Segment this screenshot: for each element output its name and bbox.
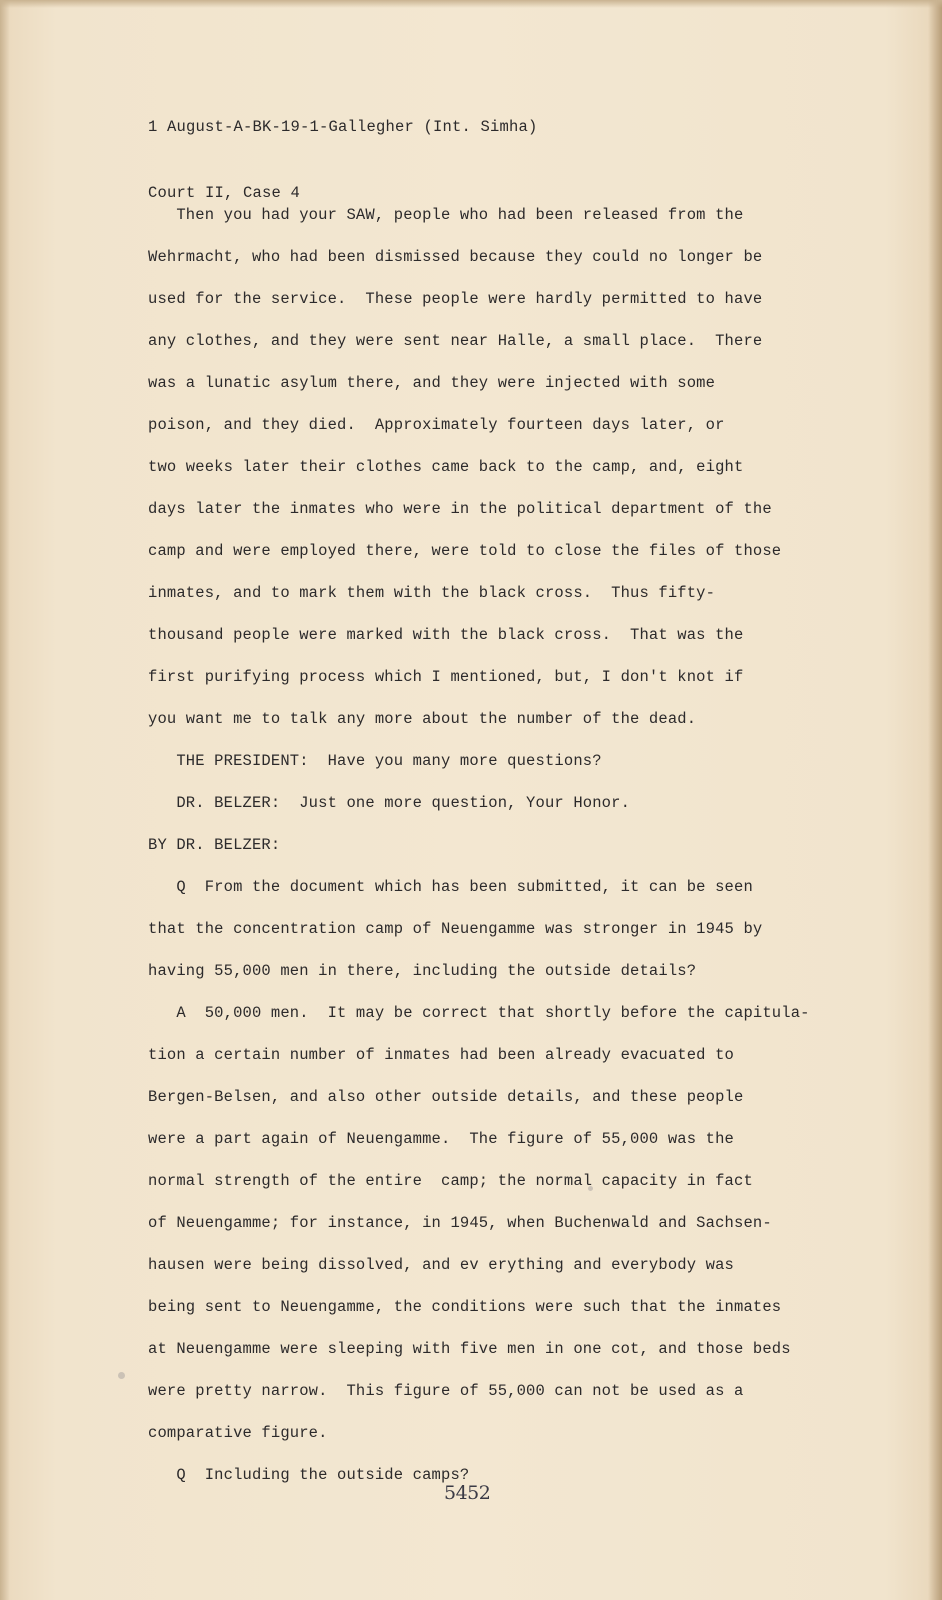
transcript-line: Wehrmacht, who had been dismissed because they could no longer be xyxy=(148,248,763,266)
transcript-line: hausen were being dissolved, and ev erything and everybody was xyxy=(148,1256,734,1274)
speaker-line-belzer: DR. BELZER: Just one more question, Your Honor. xyxy=(148,794,631,812)
paper-edge-top xyxy=(0,0,942,8)
transcript-line: inmates, and to mark them with the black cross. Thus fifty- xyxy=(148,584,716,602)
transcript-line: two weeks later their clothes came back to the camp, and, eight xyxy=(148,458,744,476)
transcript-line: normal strength of the entire camp; the normal capacity in fact xyxy=(148,1172,753,1190)
transcript-line: camp and were employed there, were told to close the files of those xyxy=(148,542,782,560)
transcript-line: being sent to Neuengamme, the conditions were such that the inmates xyxy=(148,1298,782,1316)
transcript-line: were pretty narrow. This figure of 55,000 can not be used as a xyxy=(148,1382,744,1400)
transcript-line: thousand people were marked with the black cross. That was the xyxy=(148,626,744,644)
transcript-line: Then you had your SAW, people who had been released from the xyxy=(148,206,744,224)
transcript-line: first purifying process which I mentioned, but, I don't knot if xyxy=(148,668,744,686)
transcript-line: you want me to talk any more about the number of the dead. xyxy=(148,710,697,728)
transcript-line: Bergen-Belsen, and also other outside details, and these people xyxy=(148,1088,744,1106)
speaker-line-president: THE PRESIDENT: Have you many more questions? xyxy=(148,752,602,770)
transcript-line: tion a certain number of inmates had been already evacuated to xyxy=(148,1046,734,1064)
transcript-line: was a lunatic asylum there, and they were injected with some xyxy=(148,374,716,392)
ink-smudge xyxy=(118,1372,125,1379)
transcript-line: comparative figure. xyxy=(148,1424,328,1442)
page-number: 5452 xyxy=(444,1482,491,1504)
question-line: Q Including the outside camps? xyxy=(148,1466,470,1484)
answer-line: A 50,000 men. It may be correct that shortly before the capitula- xyxy=(148,1004,810,1022)
transcript-line: were a part again of Neuengamme. The figure of 55,000 was the xyxy=(148,1130,734,1148)
question-line: Q From the document which has been submitted, it can be seen xyxy=(148,878,753,896)
examination-heading: BY DR. BELZER: xyxy=(148,836,281,854)
ink-smudge xyxy=(588,1186,593,1191)
transcript-line: days later the inmates who were in the political department of the xyxy=(148,500,772,518)
transcript-line: that the concentration camp of Neuengamme was stronger in 1945 by xyxy=(148,920,763,938)
header-line-session: 1 August-A-BK-19-1-Gallegher (Int. Simha) xyxy=(148,118,538,136)
transcript-line: used for the service. These people were hardly permitted to have xyxy=(148,290,763,308)
transcript-line: any clothes, and they were sent near Halle, a small place. There xyxy=(148,332,763,350)
transcript-line: of Neuengamme; for instance, in 1945, when Buchenwald and Sachsen- xyxy=(148,1214,772,1232)
header-line-court: Court II, Case 4 xyxy=(148,184,301,202)
paper-edge-right xyxy=(928,0,942,1600)
transcript-line: at Neuengamme were sleeping with five men in one cot, and those beds xyxy=(148,1340,791,1358)
paper-edge-left xyxy=(0,0,10,1600)
transcript-line: poison, and they died. Approximately fourteen days later, or xyxy=(148,416,725,434)
transcript-body xyxy=(148,194,848,1496)
transcript-line: having 55,000 men in there, including the outside details? xyxy=(148,962,697,980)
